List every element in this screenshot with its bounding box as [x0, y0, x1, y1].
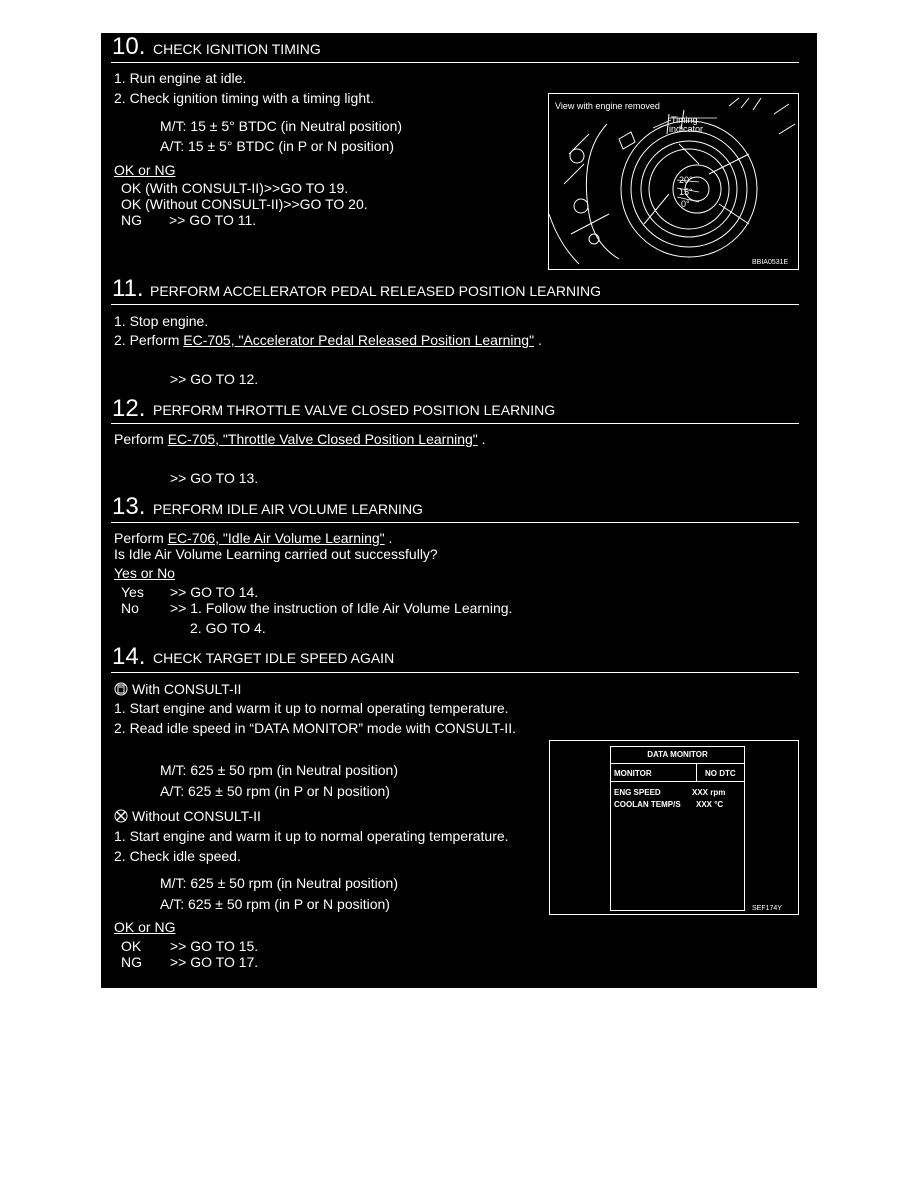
- step-text: Perform: [114, 530, 168, 546]
- step-title-10: CHECK IGNITION TIMING: [153, 41, 321, 57]
- divider: [111, 522, 799, 523]
- consult-icon: [114, 682, 128, 699]
- step-item: 1. Start engine and warm it up to normal operating temperature.: [114, 828, 509, 844]
- ok-ng-label: OK or NG: [114, 162, 176, 178]
- step-item: 1. Start engine and warm it up to normal operating temperature.: [114, 700, 509, 716]
- monitor-item-name: ENG SPEED: [614, 788, 661, 797]
- result-key: OK: [121, 938, 142, 954]
- divider: [111, 672, 799, 673]
- step-text: .: [534, 332, 542, 348]
- result-value: >> GO TO 17.: [170, 954, 259, 970]
- accelerator-learning-link[interactable]: EC-705, "Accelerator Pedal Released Position Learning": [183, 332, 535, 348]
- step-title-12: PERFORM THROTTLE VALVE CLOSED POSITION LEARNING: [153, 402, 556, 418]
- result-line: OK (Without CONSULT-II)>>GO TO 20.: [121, 196, 368, 212]
- step-text: Perform: [114, 431, 168, 447]
- step-title-13: PERFORM IDLE AIR VOLUME LEARNING: [153, 501, 423, 517]
- result-key: No: [121, 600, 139, 616]
- spec-line: M/T: 15 ± 5° BTDC (in Neutral position): [160, 118, 403, 134]
- result-key: NG: [121, 212, 142, 228]
- figure-code: BBIA0531E: [752, 259, 789, 266]
- question-line: Is Idle Air Volume Learning carried out successfully?: [114, 546, 438, 562]
- result-line: OK (With CONSULT-II)>>GO TO 19.: [121, 180, 349, 196]
- degree-label: 15°: [679, 187, 693, 197]
- step-text: .: [384, 530, 393, 546]
- step-text: .: [477, 431, 486, 447]
- without-consult-line: [114, 808, 261, 826]
- step-item: 1. Run engine at idle.: [114, 70, 247, 86]
- result-value: >> GO TO 11.: [169, 212, 257, 228]
- throttle-learning-link[interactable]: EC-705, "Throttle Valve Closed Position Learning": [167, 431, 478, 447]
- spec-line: A/T: 625 ± 50 rpm (in P or N position): [160, 896, 390, 912]
- yes-no-label: Yes or No: [114, 565, 175, 581]
- step-item: [114, 431, 486, 447]
- step-item: 1. Stop engine.: [114, 313, 209, 329]
- step-number-13: 13.: [112, 493, 146, 520]
- step-item: [114, 530, 392, 546]
- no-consult-icon: [114, 809, 128, 826]
- step-title-14: CHECK TARGET IDLE SPEED AGAIN: [153, 650, 395, 666]
- step-number-10: 10.: [112, 33, 146, 60]
- step-number-11: 11.: [112, 275, 144, 302]
- result-value: >> GO TO 15.: [170, 938, 259, 954]
- step-number-12: 12.: [112, 395, 146, 422]
- step-text: 2. Perform: [114, 332, 184, 348]
- monitor-title: DATA MONITOR: [611, 747, 744, 764]
- indicator-label: indicator: [669, 124, 704, 134]
- monitor-item-value: XXX °C: [696, 800, 724, 809]
- ok-ng-label: OK or NG: [114, 919, 176, 935]
- step-number-14: 14.: [112, 643, 146, 670]
- goto-line: >> GO TO 13.: [170, 470, 259, 486]
- result-value: >> GO TO 14.: [170, 584, 259, 600]
- spec-line: A/T: 625 ± 50 rpm (in P or N position): [160, 783, 390, 799]
- result-value: >> 1. Follow the instruction of Idle Air Volume Learning.: [170, 600, 513, 616]
- timing-label: Timing: [671, 115, 698, 125]
- monitor-item-value: XXX rpm: [692, 788, 726, 797]
- step-item: 2. Check idle speed.: [114, 848, 241, 864]
- monitor-screen: [610, 746, 745, 911]
- divider: [111, 304, 799, 305]
- figure-code: SEF174Y: [752, 905, 782, 912]
- spec-line: M/T: 625 ± 50 rpm (in Neutral position): [160, 762, 398, 778]
- data-monitor-figure: [549, 740, 799, 915]
- step-item: [114, 332, 542, 348]
- result-key: NG: [121, 954, 142, 970]
- result-key: Yes: [121, 584, 144, 600]
- divider: [111, 62, 799, 63]
- timing-figure: [548, 93, 799, 270]
- step-item: 2. Check ignition timing with a timing light.: [114, 90, 374, 106]
- degree-label: 0°: [681, 199, 690, 209]
- without-consult-label: Without CONSULT-II: [132, 808, 261, 824]
- divider: [111, 423, 799, 424]
- spec-line: M/T: 625 ± 50 rpm (in Neutral position): [160, 875, 398, 891]
- document-page: [101, 33, 817, 988]
- monitor-col-label: NO DTC: [705, 769, 736, 778]
- result-value: 2. GO TO 4.: [190, 620, 266, 636]
- step-item: 2. Read idle speed in “DATA MONITOR” mode with CONSULT-II.: [114, 720, 516, 736]
- goto-line: >> GO TO 12.: [170, 371, 259, 387]
- degree-label: 20°: [679, 175, 693, 185]
- divider: [696, 764, 697, 781]
- step-title-11: PERFORM ACCELERATOR PEDAL RELEASED POSITION LEARNING: [150, 283, 601, 299]
- figure-caption: View with engine removed: [555, 101, 660, 111]
- spec-line: A/T: 15 ± 5° BTDC (in P or N position): [160, 138, 394, 154]
- idle-air-learning-link[interactable]: EC-706, "Idle Air Volume Learning": [167, 530, 385, 546]
- with-consult-label: With CONSULT-II: [132, 681, 242, 697]
- monitor-col-label: MONITOR: [614, 769, 652, 778]
- monitor-item-name: COOLAN TEMP/S: [614, 800, 681, 809]
- with-consult-line: [114, 681, 241, 699]
